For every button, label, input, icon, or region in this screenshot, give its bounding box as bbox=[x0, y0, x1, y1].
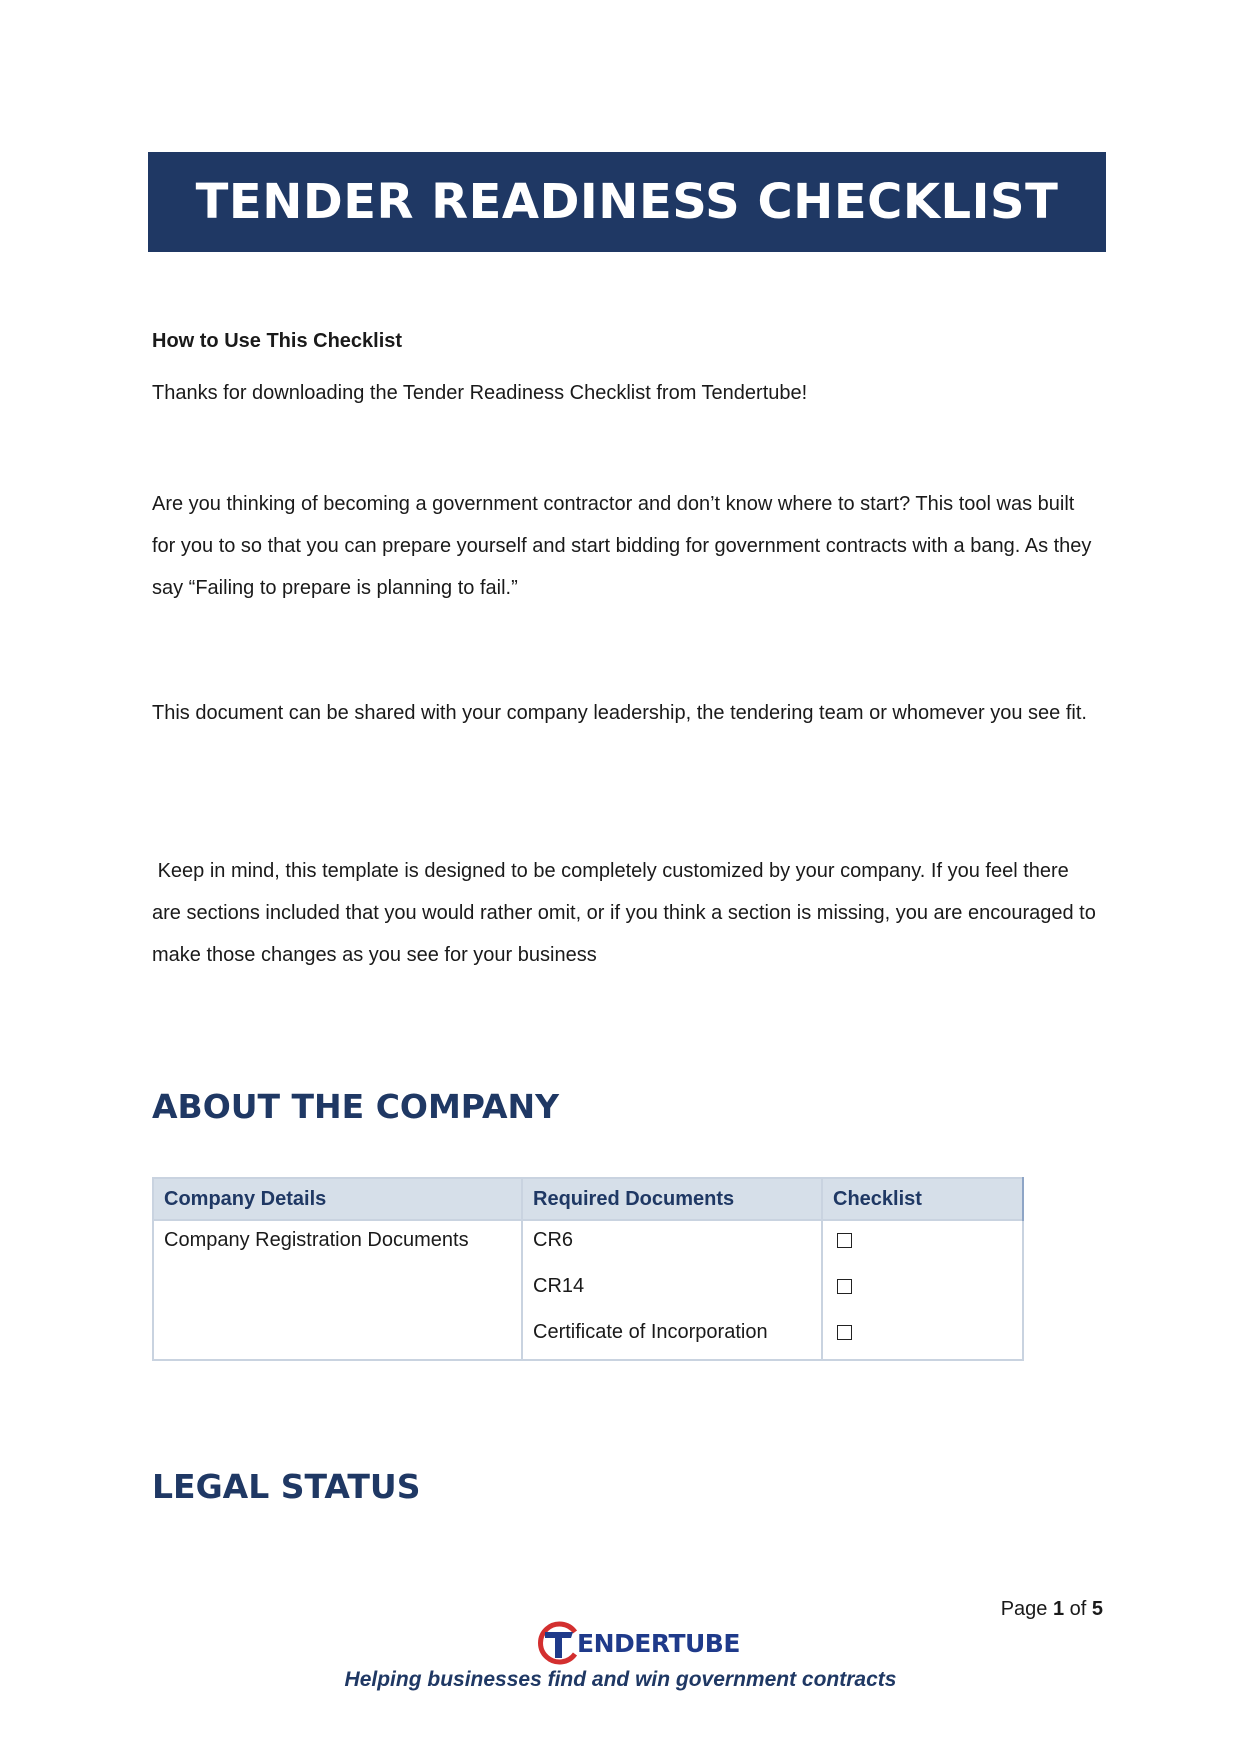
page-of: of bbox=[1064, 1598, 1092, 1620]
checkbox-icon[interactable] bbox=[837, 1325, 852, 1340]
page-number bbox=[1001, 1598, 1103, 1621]
document-cr6: CR6 bbox=[533, 1229, 574, 1251]
column-header-checklist: Checklist bbox=[822, 1178, 1023, 1220]
page-title: TENDER READINESS CHECKLIST bbox=[195, 174, 1059, 230]
required-documents-cell bbox=[522, 1220, 822, 1360]
page-prefix: Page bbox=[1000, 1598, 1053, 1620]
footer-tagline: Helping businesses find and win government contracts bbox=[344, 1668, 897, 1691]
page-total: 5 bbox=[1091, 1598, 1103, 1620]
company-detail-cell bbox=[153, 1220, 522, 1360]
legal-status-heading: LEGAL STATUS bbox=[152, 1467, 421, 1506]
about-company-heading: ABOUT THE COMPANY bbox=[152, 1087, 560, 1126]
table-header-row bbox=[153, 1178, 1023, 1220]
document-certificate-of-incorporation: Certificate of Incorporation bbox=[533, 1321, 768, 1343]
column-header-company-details: Company Details bbox=[153, 1178, 522, 1220]
table-row bbox=[153, 1220, 1023, 1360]
logo-text: ENDERTUBE bbox=[577, 1628, 740, 1658]
tendertube-logo-icon bbox=[535, 1620, 581, 1666]
checklist-cell bbox=[822, 1220, 1023, 1360]
company-documents-table bbox=[152, 1177, 1024, 1361]
intro-paragraph-4: Keep in mind, this template is designed to be completely customized by your company. If you feel there are sections included that you would rather omit, or if you think a section is missing, you are encouraged to make those changes as you see for your business bbox=[152, 860, 1102, 966]
howto-heading: How to Use This Checklist bbox=[152, 330, 403, 352]
checkbox-icon[interactable] bbox=[837, 1279, 852, 1294]
column-header-required-documents: Required Documents bbox=[522, 1178, 822, 1220]
document-cr14: CR14 bbox=[533, 1275, 585, 1297]
page-current: 1 bbox=[1052, 1598, 1065, 1620]
title-banner bbox=[148, 152, 1106, 252]
checkbox-icon[interactable] bbox=[837, 1233, 852, 1248]
intro-paragraph-1: Thanks for downloading the Tender Readiness Checklist from Tendertube! bbox=[152, 382, 808, 404]
company-detail-label: Company Registration Documents bbox=[164, 1229, 469, 1251]
tendertube-logo bbox=[535, 1620, 740, 1666]
intro-paragraph-2: Are you thinking of becoming a government contractor and don’t know where to start? This tool was built for you to so that you can prepare yourself and start bidding for government contracts with a bang. As they say “Failing to prepare is planning to fail.” bbox=[152, 493, 1092, 599]
intro-paragraph-3: This document can be shared with your company leadership, the tendering team or whomever you see fit. bbox=[152, 702, 1087, 724]
